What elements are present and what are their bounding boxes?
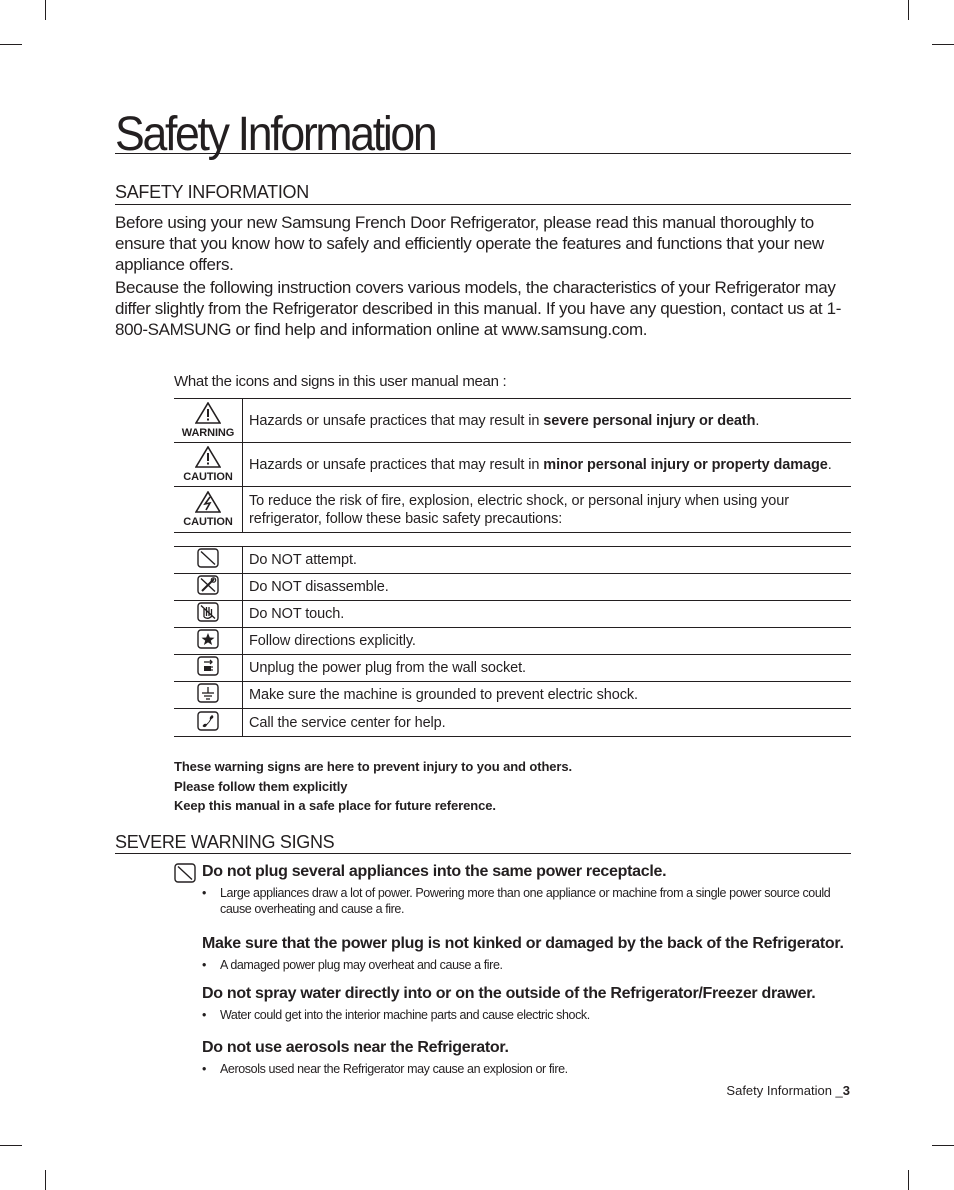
sign-label: CAUTION <box>183 516 233 528</box>
star-icon <box>197 629 219 649</box>
symbol-cell <box>174 601 243 628</box>
sign-description: Hazards or unsafe practices that may result in severe personal injury or death. <box>243 399 852 443</box>
sign-label: WARNING <box>181 427 235 439</box>
table-row <box>174 682 851 709</box>
warning-title: Make sure that the power plug is not kinked or damaged by the back of the Refrigerator. <box>202 935 844 952</box>
sign-cell <box>174 443 243 487</box>
note-line: Please follow them explicitly <box>174 778 348 794</box>
sign-cell <box>174 399 243 443</box>
section-heading-severe: SEVERE WARNING SIGNS <box>115 831 851 854</box>
warning-triangle-icon <box>195 402 221 424</box>
prohibited-icon <box>197 548 219 568</box>
warning-bullet: • Large appliances draw a lot of power. Powering more than one appliance or machine from a single power source could cause overheating and cause a fire. <box>202 886 831 916</box>
icons-intro: What the icons and signs in this user manual mean : <box>174 373 507 390</box>
prohibited-icon <box>174 863 196 883</box>
symbol-description: Call the service center for help. <box>243 709 852 737</box>
table-row <box>174 709 851 737</box>
crop-mark <box>0 44 22 45</box>
intro-text <box>115 212 855 342</box>
symbol-description: Do NOT attempt. <box>243 547 852 574</box>
table-row <box>174 574 851 601</box>
symbol-description: Follow directions explicitly. <box>243 628 852 655</box>
warning-bullet: • Water could get into the interior machine parts and cause electric shock. <box>202 1008 590 1022</box>
table-row <box>174 547 851 574</box>
symbol-cell <box>174 574 243 601</box>
symbol-description: Do NOT touch. <box>243 601 852 628</box>
signs-table <box>174 398 851 533</box>
crop-mark <box>0 1145 22 1146</box>
unplug-icon <box>197 656 219 676</box>
sign-label: CAUTION <box>183 471 233 483</box>
intro-paragraph: Because the following instruction covers various models, the characteristics of your Refrigerator may differ slightly from the Refrigerator described in this manual. If you have any question, contact us at 1-800-SAMSUNG or find help and information online at www.samsung.com. <box>115 278 842 339</box>
crop-mark <box>932 1145 954 1146</box>
page-title: Safety Information <box>115 103 851 154</box>
symbol-description: Unplug the power plug from the wall socket. <box>243 655 852 682</box>
warning-title: Do not use aerosols near the Refrigerator. <box>202 1039 509 1056</box>
symbols-table <box>174 546 851 737</box>
warning-bullet: • A damaged power plug may overheat and cause a fire. <box>202 958 503 972</box>
sign-description: Hazards or unsafe practices that may result in minor personal injury or property damage. <box>243 443 852 487</box>
symbol-cell <box>174 682 243 709</box>
warning-title: Do not spray water directly into or on the outside of the Refrigerator/Freezer drawer. <box>202 985 816 1002</box>
warning-bullet: • Aerosols used near the Refrigerator may cause an explosion or fire. <box>202 1062 568 1076</box>
table-row <box>174 399 851 443</box>
caution-triangle-icon <box>195 446 221 468</box>
table-row <box>174 487 851 533</box>
ground-icon <box>197 683 219 703</box>
warning-item <box>202 984 852 1023</box>
symbol-description: Make sure the machine is grounded to prevent electric shock. <box>243 682 852 709</box>
symbol-cell <box>174 547 243 574</box>
no-disassemble-icon <box>197 575 219 595</box>
warning-item <box>202 862 852 917</box>
section-heading-safety: SAFETY INFORMATION <box>115 181 851 205</box>
warning-notes <box>174 757 572 816</box>
table-row <box>174 601 851 628</box>
table-row <box>174 628 851 655</box>
sign-description: To reduce the risk of fire, explosion, electric shock, or personal injury when using your refrigerator, follow these basic safety precautions: <box>243 487 852 533</box>
table-row <box>174 443 851 487</box>
symbol-cell <box>174 655 243 682</box>
crop-mark <box>45 0 46 20</box>
note-line: Keep this manual in a safe place for future reference. <box>174 798 496 813</box>
symbol-cell <box>174 709 243 737</box>
warning-item <box>202 934 852 973</box>
electric-shock-icon <box>195 491 221 513</box>
intro-paragraph: Before using your new Samsung French Door Refrigerator, please read this manual thoroughly to ensure that you know how to safely and efficiently operate the features and functions that your new appliance offers. <box>115 213 824 274</box>
no-touch-icon <box>197 602 219 622</box>
table-row <box>174 655 851 682</box>
warning-item <box>202 1038 852 1077</box>
crop-mark <box>45 1170 46 1190</box>
phone-icon <box>197 711 219 731</box>
sign-cell <box>174 487 243 533</box>
crop-mark <box>932 44 954 45</box>
symbol-cell <box>174 628 243 655</box>
crop-mark <box>908 0 909 20</box>
crop-mark <box>908 1170 909 1190</box>
note-line: These warning signs are here to prevent injury to you and others. <box>174 759 573 774</box>
symbol-description: Do NOT disassemble. <box>243 574 852 601</box>
page-footer: Safety Information _3 <box>726 1083 850 1098</box>
warning-title: Do not plug several appliances into the same power receptacle. <box>202 863 667 880</box>
